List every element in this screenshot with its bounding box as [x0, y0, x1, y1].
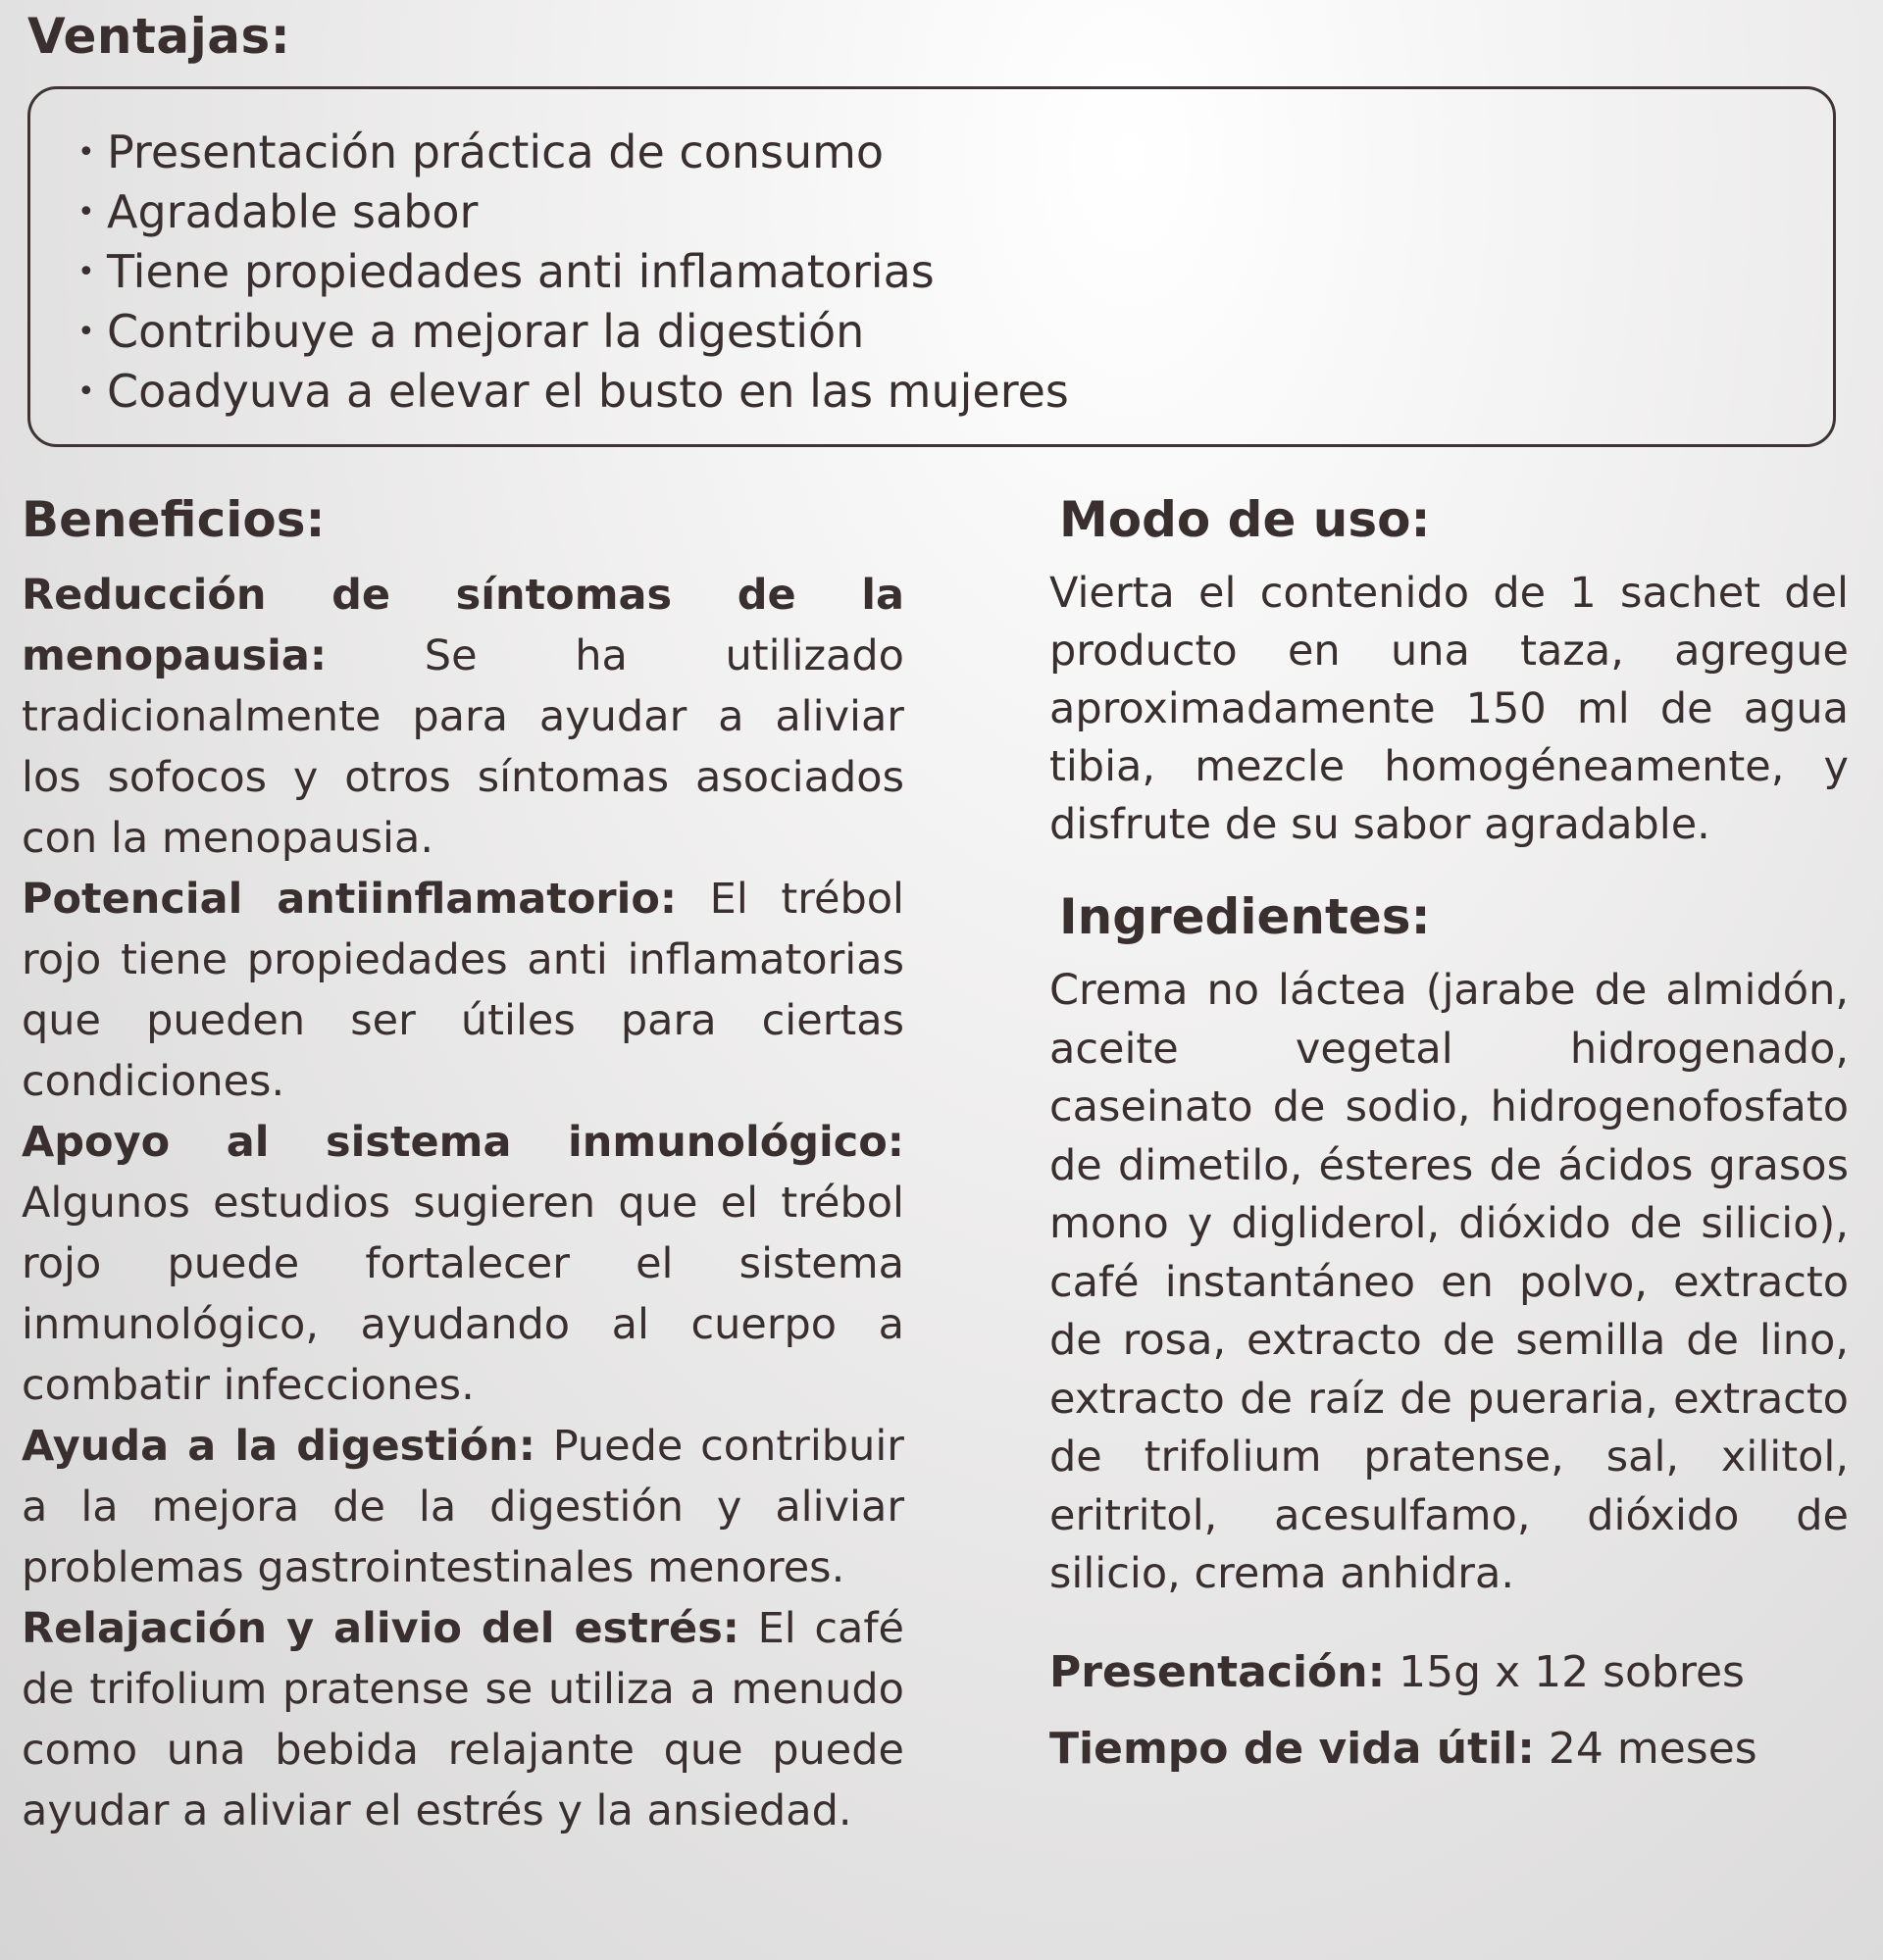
ventajas-item: [77, 182, 1833, 242]
bullet-icon: •: [77, 135, 95, 170]
beneficio-heading: Potencial antiinflamatorio:: [22, 875, 678, 924]
beneficio-item: [22, 869, 904, 1112]
bullet-icon: •: [77, 315, 95, 349]
beneficio-text: Algunos estudios sugieren que el trébol rojo puede fortalecer el sistema inmunológico, ayudando al cuerpo a combatir infecciones.: [22, 1179, 904, 1410]
vida-util-line: [1049, 1720, 1849, 1779]
beneficio-item: [22, 1598, 904, 1841]
ventajas-item: [77, 123, 1833, 182]
ventajas-item-text: Presentación práctica de consumo: [107, 126, 885, 178]
ventajas-list: [77, 123, 1833, 422]
beneficios-column: [22, 480, 904, 1841]
ventajas-item-text: Tiene propiedades anti inflamatorias: [107, 245, 935, 298]
ventajas-title: Ventajas:: [27, 8, 291, 65]
ventajas-item: [77, 302, 1833, 362]
uso-ingredientes-column: [1049, 480, 1849, 1779]
beneficio-item: [22, 565, 904, 869]
ingredientes-text: Crema no láctea (jarabe de almidón, aceite vegetal hidrogenado, caseinato de sodio, hidrogenofosfato de dimetilo, ésteres de ácidos grasos mono y digliderol, dióxido de silicio), café instantáneo en polvo, extracto de rosa, extracto de semilla de lino, extracto de raíz de pueraria, extracto de trifolium pratense, sal, xilitol, eritritol, acesulfamo, dióxido de silicio, crema anhidra.: [1049, 966, 1849, 1598]
ventajas-item-text: Contribuye a mejorar la digestión: [107, 305, 865, 358]
bullet-icon: •: [77, 375, 95, 409]
beneficio-heading: Relajación y alivio del estrés:: [22, 1604, 739, 1653]
beneficio-heading: Ayuda a la digestión:: [22, 1422, 535, 1471]
vida-util-label: Tiempo de vida útil:: [1049, 1723, 1535, 1774]
beneficio-text: El trébol rojo tiene propiedades anti inflamatorias que pueden ser útiles para ciertas condiciones.: [22, 875, 904, 1106]
beneficio-text: El café de trifolium pratense se utiliza a menudo como una bebida relajante que puede ayudar a aliviar el estrés y la ansiedad.: [22, 1604, 904, 1835]
beneficio-text: Puede contribuir a la mejora de la digestión y aliviar problemas gastrointestinales menores.: [22, 1422, 904, 1592]
ventajas-item: [77, 362, 1833, 422]
ingredientes-title: Ingredientes:: [1059, 888, 1431, 945]
beneficios-list: [22, 565, 904, 1841]
bullet-icon: •: [77, 195, 95, 229]
presentacion-label: Presentación:: [1049, 1646, 1386, 1697]
presentacion-value: 15g x 12 sobres: [1385, 1646, 1745, 1697]
ventajas-item: [77, 242, 1833, 302]
ventajas-item-text: Coadyuva a elevar el busto en las mujeres: [107, 365, 1069, 418]
beneficio-heading: Reducción de síntomas de la menopausia:: [22, 571, 904, 680]
modo-de-uso-title: Modo de uso:: [1059, 491, 1431, 548]
beneficio-item: [22, 1112, 904, 1416]
bullet-icon: •: [77, 255, 95, 289]
beneficio-text: Se ha utilizado tradicionalmente para ayudar a aliviar los sofocos y otros síntomas asociados con la menopausia.: [22, 631, 904, 863]
modo-de-uso-text: Vierta el contenido de 1 sachet del producto en una taza, agregue aproximadamente 150 ml de agua tibia, mezcle homogéneamente, y disfrute de su sabor agradable.: [1049, 569, 1849, 849]
vida-util-value: 24 meses: [1534, 1723, 1757, 1774]
presentacion-line: [1049, 1643, 1849, 1702]
beneficio-item: [22, 1416, 904, 1598]
ventajas-box: [27, 86, 1836, 447]
beneficios-title: Beneficios:: [22, 491, 326, 548]
ventajas-item-text: Agradable sabor: [107, 185, 479, 238]
beneficio-heading: Apoyo al sistema inmunológico:: [22, 1118, 904, 1167]
